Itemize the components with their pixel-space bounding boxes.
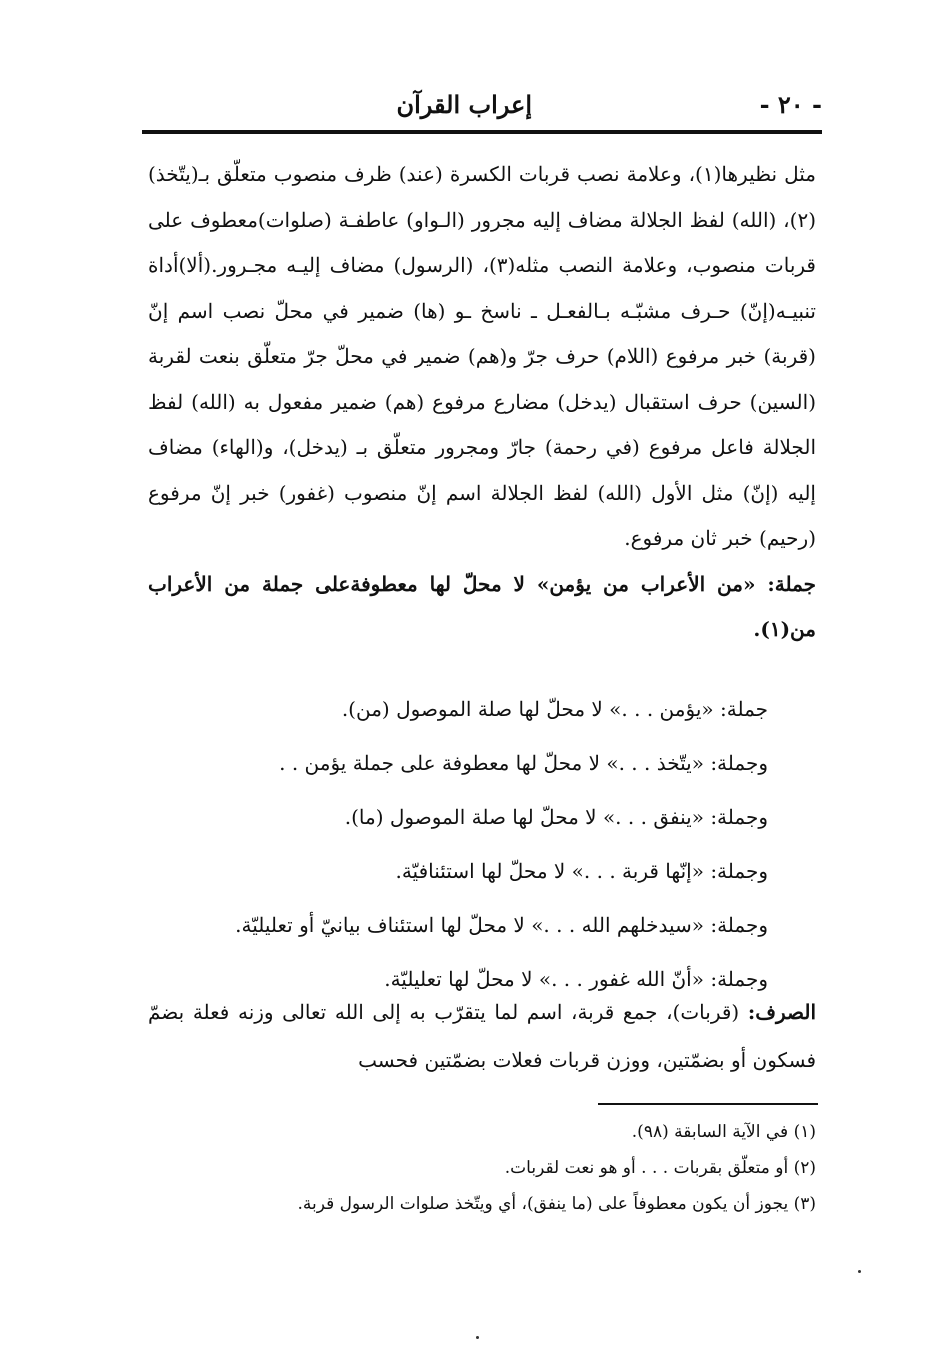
main-paragraph: مثل نظيرها(١)، وعلامة نصب قربات الكسرة (عند) ظرف منصوب متعلّق بـ(يتّخذ)(٢)، (الله) لفظ الجلالة مضاف إليه مجرور (الـواو) عاطفـة (صلوات)معطوف على قربات منصوب، وعلامة النصب مثله(٣)، (الرسول) مضاف إليـه مجـرور.(ألا)أداة تنبيـه(إنّ) حـرف مشبّـه بـالفعـل ـ ناسخ ـو (ها) ضمير في محلّ نصب اسم إنّ (قربة) خبر مرفوع (اللام) حرف جرّ و(هم) ضمير في محلّ جرّ متعلّق بنعت لقربة (السين) حرف استقبال (يدخل) مضارع مرفوع (هم) ضمير مفعول به (الله) لفظ الجلالة فاعل مرفوع (في رحمة) جارّ ومجرور متعلّق بـ (يدخل)، و(الهاء) مضاف إليه (إنّ) مثل الأول (الله) لفظ الجلالة اسم إنّ منصوب (غفور) خبر إنّ مرفوع (رحيم) خبر ثان مرفوع. <box>148 162 817 550</box>
morphology-section <box>148 988 816 1084</box>
sentence-row: وجملة: «سيدخلهم الله . . .» لا محلّ لها استئناف بيانيّ أو تعليليّة. <box>235 913 768 937</box>
morphology-label: الصرف: <box>747 1000 817 1024</box>
page-number: - ٢٠ - <box>759 90 822 119</box>
footnotes <box>148 1114 816 1222</box>
page-header <box>142 88 822 128</box>
sentence-list <box>148 682 768 1006</box>
scan-speck <box>476 1336 479 1339</box>
sentence-row: وجملة: «أنّ الله غفور . . .» لا محلّ لها تعليليّة. <box>384 967 768 991</box>
main-paragraph-block <box>148 152 816 653</box>
footnote: (١) في الآية السابقة (٩٨). <box>631 1122 816 1142</box>
morphology-text: (قربات)، جمع قربة، اسم لما يتقرّب به إلى الله تعالى وزنه فعلة بضمّ فسكون أو بضمّتين، ووزن قربات فعلات بضمّتين فحسب <box>148 1000 816 1072</box>
sentence-intro: جملة: «من الأعراب من يؤمن» لا محلّ لها معطوفةعلى جملة من الأعراب من(١). <box>148 571 817 641</box>
sentence-row: وجملة: «ينفق . . .» لا محلّ لها صلة الموصول (ما). <box>344 805 768 829</box>
footnote: (٣) يجوز أن يكون معطوفاً على (ما ينفق)، أي ويتّخذ صلوات الرسول قربة. <box>297 1194 816 1214</box>
footnote-rule <box>598 1103 818 1105</box>
sentence-row: وجملة: «إنّها قربة . . .» لا محلّ لها استئنافيّة. <box>395 859 768 883</box>
running-title: إعراب القرآن <box>396 90 532 119</box>
footnote: (٢) أو متعلّق بقربات . . . أو هو نعت لقربات. <box>504 1158 816 1178</box>
header-rule <box>142 130 822 134</box>
scan-speck <box>858 1270 861 1273</box>
sentence-row: جملة: «يؤمن . . .» لا محلّ لها صلة الموصول (من). <box>341 697 768 721</box>
sentence-row: وجملة: «يتّخذ . . .» لا محلّ لها معطوفة على جملة يؤمن . . <box>279 751 768 775</box>
